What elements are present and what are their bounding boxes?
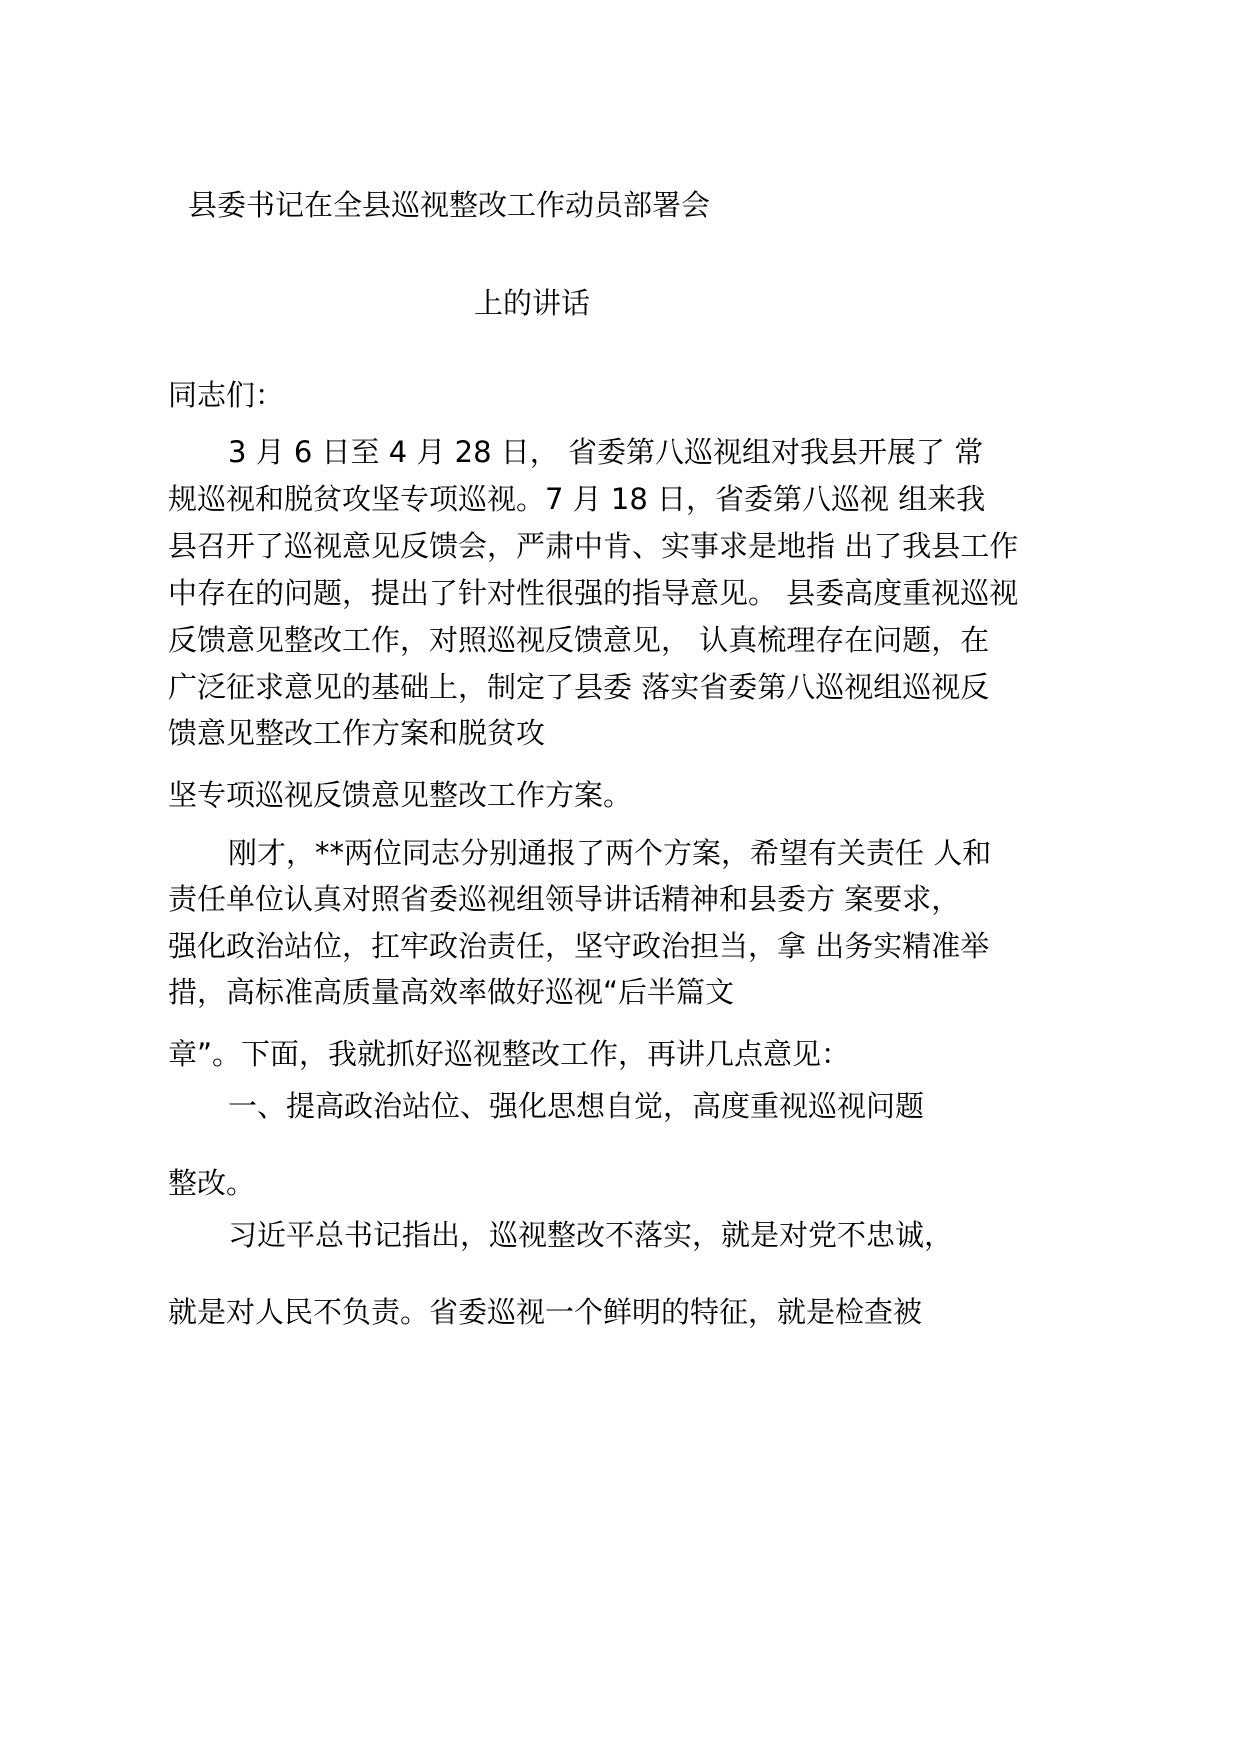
paragraph-1-line: 反馈意见整改工作，对照巡视反馈意见， 认真梳理存在问题，在 bbox=[168, 623, 990, 657]
salutation: 同志们： bbox=[168, 378, 285, 412]
section-heading-line: 一、提高政治站位、强化思想自觉，高度重视巡视问题 bbox=[228, 1089, 925, 1123]
paragraph-1-line: 广泛征求意见的基础上，制定了县委 落实省委第八巡视组巡视反 bbox=[168, 670, 990, 704]
paragraph-3-line: 就是对人民不负责。省委巡视一个鲜明的特征，就是检查被 bbox=[168, 1295, 923, 1329]
paragraph-2-line: 强化政治站位，扛牢政治责任，坚守政治担当，拿 出务实精准举 bbox=[168, 929, 990, 963]
title-line-2: 上的讲话 bbox=[474, 286, 591, 320]
paragraph-1-line: 中存在的问题，提出了针对性很强的指导意见。 县委高度重视巡视 bbox=[168, 576, 1019, 610]
paragraph-1-line: 馈意见整改工作方案和脱贫攻 bbox=[168, 716, 546, 750]
paragraph-2-line: 措，高标准高质量高效率做好巡视“后半篇文 bbox=[168, 975, 735, 1009]
paragraph-1-line: 3 月 6 日至 4 月 28 日， 省委第八巡视组对我县开展了 常 bbox=[228, 435, 984, 469]
paragraph-2-line: 责任单位认真对照省委巡视组领导讲话精神和县委方 案要求， bbox=[168, 882, 961, 916]
title-line-1: 县委书记在全县巡视整改工作动员部署会 bbox=[188, 188, 711, 222]
paragraph-1-line: 县召开了巡视意见反馈会，严肃中肯、实事求是地指 出了我县工作 bbox=[168, 529, 1019, 563]
paragraph-2-line: 刚才，**两位同志分别通报了两个方案，希望有关责任 人和 bbox=[228, 836, 992, 870]
paragraph-2-line: 章”。下面，我就抓好巡视整改工作，再讲几点意见： bbox=[168, 1037, 851, 1071]
paragraph-1-line: 坚专项巡视反馈意见整改工作方案。 bbox=[168, 778, 633, 812]
section-heading-line: 整改。 bbox=[168, 1166, 256, 1200]
paragraph-1-line: 规巡视和脱贫攻坚专项巡视。7 月 18 日，省委第八巡视 组来我 bbox=[168, 482, 986, 516]
paragraph-3-line: 习近平总书记指出，巡视整改不落实，就是对党不忠诚， bbox=[228, 1218, 954, 1252]
